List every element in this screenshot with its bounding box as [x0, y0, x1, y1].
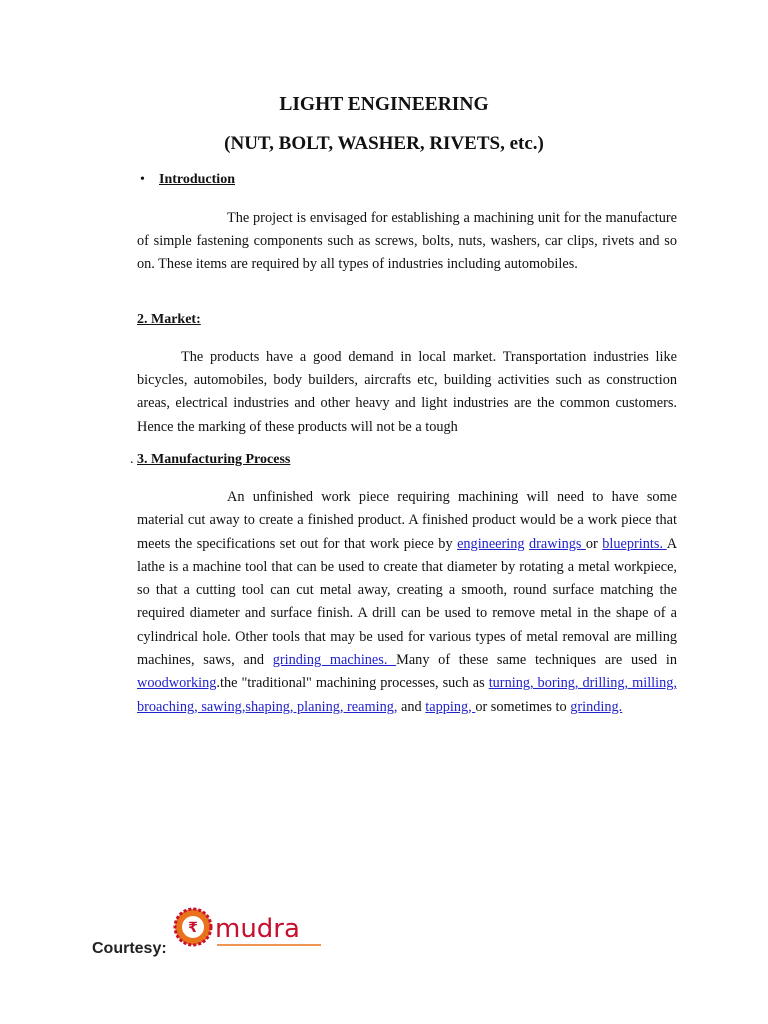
mfg-text-6: and: [397, 698, 426, 715]
link-grinding[interactable]: grinding.: [570, 698, 623, 715]
market-heading: [137, 312, 201, 328]
mfg-text-2: or: [585, 535, 603, 552]
market-heading-text: 2. Market:: [137, 312, 201, 327]
link-engineering[interactable]: engineering: [457, 535, 525, 552]
svg-text:₹: ₹: [188, 920, 198, 936]
mfg-text-5: .the "traditional" machining processes, such as: [216, 675, 489, 692]
rupee-emblem-icon: [175, 909, 211, 945]
intro-paragraph: The project is envisaged for establishing a machining unit for the manufacture of simple fastening components such as screws, bolts, nuts, washers, car clips, rivets and so on. These items are required by all types of industries including automobiles.: [137, 210, 677, 273]
link-blueprints[interactable]: blueprints.: [602, 535, 667, 552]
document-title: LIGHT ENGINEERING: [279, 94, 489, 115]
manufacturing-heading-text: 3. Manufacturing Process: [137, 452, 291, 467]
link-grinding-machines[interactable]: grinding machines.: [272, 652, 397, 669]
link-drawings[interactable]: drawings: [529, 535, 586, 552]
mfg-text-3: A lathe is a machine tool that can be used to create that diameter by rotating a metal workpiece, so that a cutting tool can cut metal away, creating a smooth, round surface matching the required diameter and surface finish. A drill can be used to remove metal in the shape of a cylindrical hole. Other tools that may be used for various types of metal removal are milling machines, saws, and: [137, 535, 678, 669]
courtesy-label: Courtesy:: [92, 940, 167, 957]
link-woodworking[interactable]: woodworking: [137, 675, 217, 692]
intro-heading: Introduction: [159, 172, 235, 187]
mfg-text-1: An unfinished work piece requiring machining will need to have some material cut away to create a finished product. A finished product would be a work piece that meets the specifications set out for that work piece by: [137, 489, 677, 552]
link-tapping[interactable]: tapping,: [425, 698, 476, 715]
link-machining-processes[interactable]: turning, boring, drilling, milling, broaching, sawing,shaping, planing, reaming,: [137, 675, 677, 715]
bullet-icon: •: [140, 172, 145, 187]
manufacturing-paragraph: [137, 486, 677, 719]
mudra-logo: [171, 903, 327, 953]
mudra-wordmark: mudra: [215, 914, 300, 944]
mfg-text-4: Many of these same techniques are used in: [396, 652, 677, 669]
mfg-text-7: or sometimes to: [475, 698, 571, 715]
manufacturing-heading: [130, 452, 290, 468]
market-paragraph: The products have a good demand in local market. Transportation industries like bicycles, automobiles, body builders, aircrafts etc, building activities such as construction areas, electrical industries and other heavy and light industries are the common customers. Hence the marking of these products will not be a tough: [137, 349, 677, 435]
document-subtitle: (NUT, BOLT, WASHER, RIVETS, etc.): [224, 133, 544, 154]
heading-prefix: .: [130, 452, 137, 467]
